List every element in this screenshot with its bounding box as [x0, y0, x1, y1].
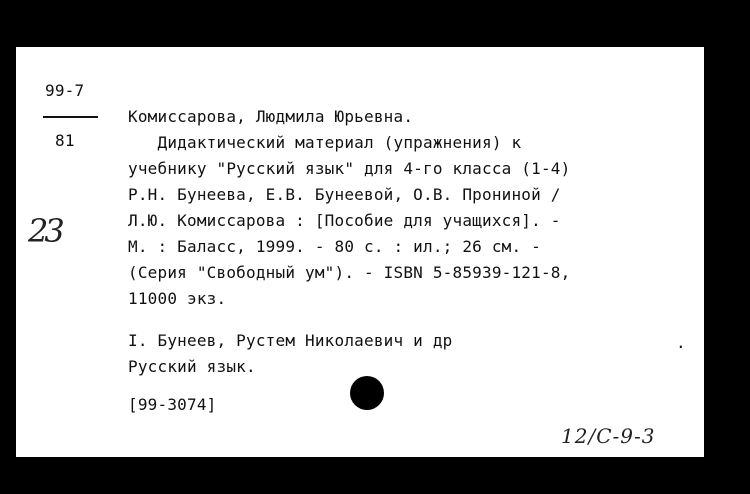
tracing-mark: .: [676, 333, 686, 352]
tracing-line: I. Бунеев, Рустем Николаевич и др: [128, 331, 453, 350]
entry-body-line: учебнику "Русский язык" для 4-го класса (1-4): [128, 159, 571, 178]
tracing-line: Русский язык.: [128, 357, 256, 376]
entry-body-line: 11000 экз.: [128, 289, 227, 308]
entry-body-line: Р.Н. Бунеева, Е.В. Бунеевой, О.В. Прониной /: [128, 185, 561, 204]
entry-body-line: Дидактический материал (упражнения) к: [128, 133, 522, 152]
call-number-bottom: 81: [55, 131, 75, 150]
call-number-top: 99-7: [45, 81, 85, 100]
handwritten-mark: 23: [28, 212, 61, 250]
handwritten-note: 12/C-9-3: [561, 424, 656, 448]
punch-hole: [350, 376, 384, 410]
entry-heading: Комиссарова, Людмила Юрьевна.: [128, 107, 414, 126]
call-number-divider: [43, 116, 98, 118]
entry-body-line: (Серия "Свободный ум"). - ISBN 5-85939-121-8,: [128, 263, 571, 282]
catalog-card: [16, 47, 704, 457]
card-id: [99-3074]: [128, 395, 217, 414]
entry-body-line: Л.Ю. Комиссарова : [Пособие для учащихся]. -: [128, 211, 561, 230]
entry-body-line: М. : Баласс, 1999. - 80 с. : ил.; 26 см. -: [128, 237, 541, 256]
